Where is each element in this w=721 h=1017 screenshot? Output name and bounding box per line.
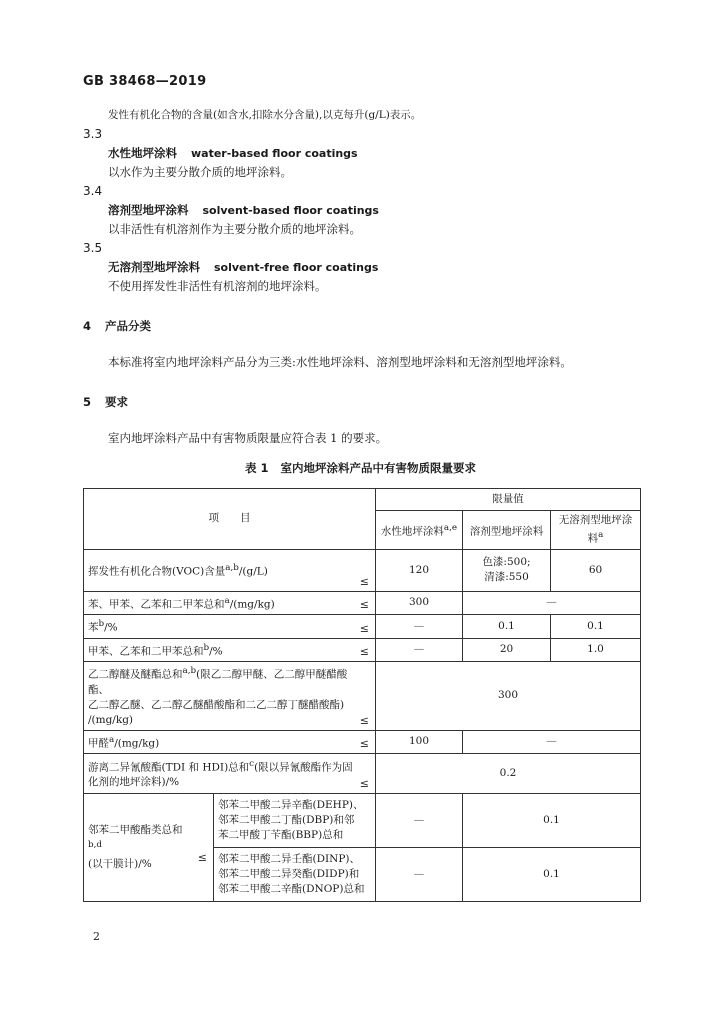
- row-item: 游离二异氰酸酯(TDI 和 HDI)总和$^c$(限以异氰酸酯作为固 化剂的地坪涂料)/% ≤: [84, 754, 376, 794]
- section-title: 要求: [105, 395, 129, 409]
- term-en: water-based floor coatings: [191, 147, 358, 160]
- term-en: solvent-free floor coatings: [214, 261, 379, 274]
- row-subitem: 邻苯二甲酸二异辛酯(DEHP)、 邻苯二甲酸二丁酯(DBP)和邻 苯二甲酸丁苄酯(BBP)总和: [214, 794, 376, 848]
- less-equal-sign: ≤: [359, 621, 369, 635]
- cell-merged: 0.2: [376, 754, 641, 794]
- page-number: 2: [93, 930, 100, 943]
- clause-number-3-3: 3.3: [83, 127, 103, 141]
- table-row: [84, 591, 641, 615]
- table-row: [84, 549, 641, 591]
- row-item: 甲醛$^a$/(mg/kg) ≤: [84, 730, 376, 754]
- definition-3-3: 以水作为主要分散介质的地坪涂料。: [108, 165, 292, 179]
- cell-solvent: 0.1: [463, 615, 551, 639]
- cell-merged: 0.1: [463, 794, 641, 848]
- cell-water: 300: [376, 591, 463, 615]
- term-3-4: [108, 203, 379, 218]
- table-caption: [0, 460, 721, 476]
- section-5-heading: [83, 395, 128, 409]
- table-row: [84, 730, 641, 754]
- section-number: 5: [83, 395, 92, 409]
- section-5-body: 室内地坪涂料产品中有害物质限量应符合表 1 的要求。: [108, 431, 388, 445]
- row-group-item: 邻苯二甲酸酯类总和$^{b,d}$ (以干膜计)/% ≤: [84, 794, 214, 902]
- section-number: 4: [83, 319, 92, 333]
- row-item: 乙二醇醚及醚酯总和$^{a,b}$(限乙二醇甲醚、乙二醇甲醚醋酸酯、 乙二醇乙醚、乙二醇乙醚醋酸酯和二乙二醇丁醚醋酸酯) /(mg/kg) ≤: [84, 662, 376, 731]
- less-equal-sign: ≤: [359, 737, 369, 750]
- cell-merged: —: [463, 591, 641, 615]
- col-solvent: 溶剂型地坪涂料: [463, 511, 551, 550]
- clause-number-3-5: 3.5: [83, 241, 103, 255]
- table-row: [84, 662, 641, 731]
- row-item: 苯$^b$/% ≤: [84, 615, 376, 639]
- table-row: [84, 754, 641, 794]
- table-header-row: [84, 489, 641, 511]
- table-number: 表 1: [244, 461, 269, 475]
- cell-water: —: [376, 638, 463, 662]
- cell-merged: 300: [376, 662, 641, 731]
- cell-free: 60: [551, 549, 641, 591]
- term-en: solvent-based floor coatings: [202, 204, 379, 217]
- intro-line: 发性有机化合物的含量(如含水,扣除水分含量),以克每升(g/L)表示。: [108, 109, 422, 121]
- cell-solvent: 20: [463, 638, 551, 662]
- section-title: 产品分类: [105, 319, 152, 333]
- term-cn: 水性地坪涂料: [108, 146, 177, 160]
- less-equal-sign: ≤: [359, 598, 369, 611]
- definition-3-5: 不使用挥发性非活性有机溶剂的地坪涂料。: [108, 279, 327, 293]
- cell-merged: —: [463, 730, 641, 754]
- term-3-3: [108, 146, 358, 161]
- section-4-heading: [83, 319, 151, 333]
- table-row: [84, 794, 641, 848]
- col-water: 水性地坪涂料$^{a,e}$: [376, 511, 463, 550]
- cell-free: 0.1: [551, 615, 641, 639]
- limits-table: [83, 488, 641, 902]
- cell-water: —: [376, 615, 463, 639]
- cell-water: 100: [376, 730, 463, 754]
- row-item: 挥发性有机化合物(VOC)含量$^{a,b}$/(g/L) ≤: [84, 549, 376, 591]
- table-title: 室内地坪涂料产品中有害物质限量要求: [280, 461, 476, 475]
- header-limit: 限量值: [376, 489, 641, 511]
- table-row: [84, 615, 641, 639]
- term-cn: 无溶剂型地坪涂料: [108, 260, 200, 274]
- term-cn: 溶剂型地坪涂料: [108, 203, 189, 217]
- cell-water: —: [376, 848, 463, 902]
- cell-water: —: [376, 794, 463, 848]
- cell-water: 120: [376, 549, 463, 591]
- clause-number-3-4: 3.4: [83, 184, 103, 198]
- section-4-body: 本标准将室内地坪涂料产品分为三类:水性地坪涂料、溶剂型地坪涂料和无溶剂型地坪涂料。: [108, 355, 572, 369]
- cell-merged: 0.1: [463, 848, 641, 902]
- row-subitem: 邻苯二甲酸二异壬酯(DINP)、 邻苯二甲酸二异癸酯(DIDP)和 邻苯二甲酸二辛酯(DNOP)总和: [214, 848, 376, 902]
- less-equal-sign: ≤: [197, 850, 207, 864]
- less-equal-sign: ≤: [359, 574, 369, 588]
- definition-3-4: 以非活性有机溶剂作为主要分散介质的地坪涂料。: [108, 222, 361, 236]
- header-item: 项 目: [84, 489, 376, 550]
- cell-solvent: 色漆:500; 清漆:550: [463, 549, 551, 591]
- col-free: 无溶剂型地坪涂料$^a$: [551, 511, 641, 550]
- row-item: 苯、甲苯、乙苯和二甲苯总和$^a$/(mg/kg) ≤: [84, 591, 376, 615]
- cell-free: 1.0: [551, 638, 641, 662]
- standard-code-header: GB 38468—2019: [83, 74, 207, 89]
- term-3-5: [108, 260, 378, 275]
- table-row: [84, 638, 641, 662]
- row-item: 甲苯、乙苯和二甲苯总和$^b$/% ≤: [84, 638, 376, 662]
- less-equal-sign: ≤: [359, 645, 369, 658]
- less-equal-sign: ≤: [359, 777, 369, 790]
- less-equal-sign: ≤: [359, 713, 369, 727]
